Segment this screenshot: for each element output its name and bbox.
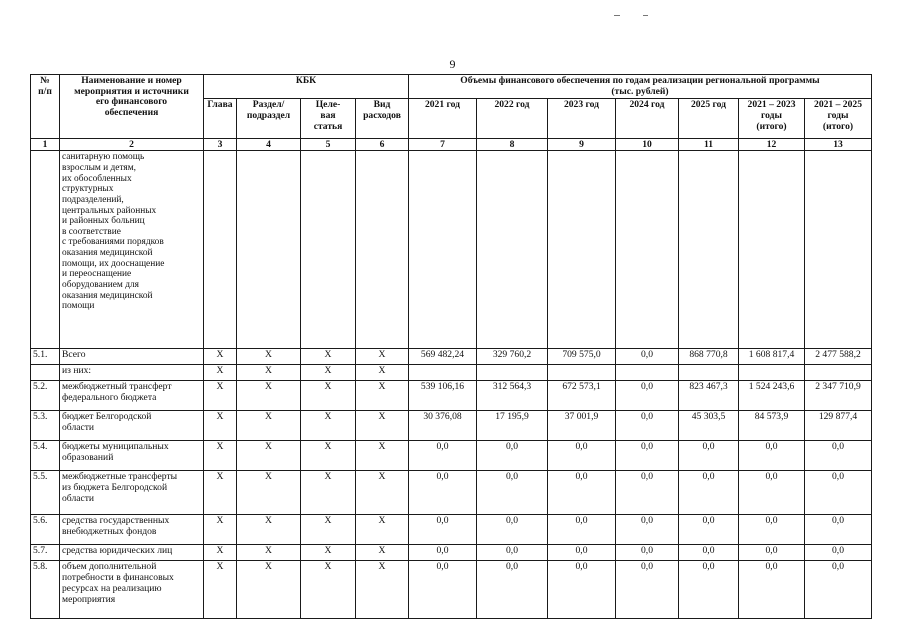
header-year-col: 2021 год	[409, 99, 477, 139]
column-number-row	[31, 139, 872, 151]
kbk-cell: Х	[237, 381, 301, 411]
value-cell: 329 760,2	[477, 349, 548, 365]
value-cell	[548, 365, 616, 381]
header-name: Наименование и номер мероприятия и источники его финансового обеспечения	[60, 75, 204, 139]
row-label: Всего	[60, 349, 204, 365]
table-cell	[805, 151, 872, 349]
scan-speck	[614, 15, 620, 16]
value-cell: 0,0	[548, 441, 616, 471]
column-number: 13	[805, 139, 872, 151]
row-number: 5.5.	[31, 471, 60, 515]
kbk-cell: Х	[356, 365, 409, 381]
row-label: из них:	[60, 365, 204, 381]
value-cell: 0,0	[409, 561, 477, 619]
row-label: средства государственных внебюджетных фондов	[60, 515, 204, 545]
row-number	[31, 365, 60, 381]
value-cell	[739, 365, 805, 381]
value-cell: 0,0	[616, 545, 679, 561]
scan-speck	[643, 15, 648, 16]
table-cell	[409, 151, 477, 349]
header-row	[31, 75, 872, 99]
value-cell: 0,0	[477, 441, 548, 471]
row-label: средства юридических лиц	[60, 545, 204, 561]
row-number: 5.2.	[31, 381, 60, 411]
column-number: 2	[60, 139, 204, 151]
table-row	[31, 545, 872, 561]
value-cell: 709 575,0	[548, 349, 616, 365]
value-cell: 0,0	[805, 561, 872, 619]
column-number: 4	[237, 139, 301, 151]
table-cell	[204, 151, 237, 349]
table-row	[31, 471, 872, 515]
value-cell: 0,0	[739, 561, 805, 619]
kbk-cell: Х	[204, 515, 237, 545]
column-number: 5	[301, 139, 356, 151]
kbk-cell: Х	[237, 471, 301, 515]
value-cell: 0,0	[805, 515, 872, 545]
kbk-cell: Х	[204, 561, 237, 619]
column-number: 8	[477, 139, 548, 151]
table-row	[31, 411, 872, 441]
table-cell	[548, 151, 616, 349]
header-kbk-col: Вид расходов	[356, 99, 409, 139]
column-number: 1	[31, 139, 60, 151]
value-cell: 0,0	[679, 561, 739, 619]
table-cell	[616, 151, 679, 349]
value-cell: 0,0	[409, 515, 477, 545]
value-cell: 539 106,16	[409, 381, 477, 411]
value-cell: 0,0	[477, 545, 548, 561]
value-cell	[679, 365, 739, 381]
value-cell: 0,0	[548, 515, 616, 545]
table-row	[31, 349, 872, 365]
row-number: 5.4.	[31, 441, 60, 471]
table-cell	[477, 151, 548, 349]
value-cell	[409, 365, 477, 381]
kbk-cell: Х	[356, 471, 409, 515]
header-volume: Объемы финансового обеспечения по годам реализации региональной программы (тыс. рублей)	[409, 75, 872, 99]
kbk-cell: Х	[237, 561, 301, 619]
value-cell: 0,0	[739, 471, 805, 515]
header-num: № п/п	[31, 75, 60, 139]
value-cell: 0,0	[739, 545, 805, 561]
table-row	[31, 365, 872, 381]
kbk-cell: Х	[237, 545, 301, 561]
header-kbk-col: Раздел/ подраздел	[237, 99, 301, 139]
kbk-cell: Х	[301, 441, 356, 471]
kbk-cell: Х	[301, 381, 356, 411]
kbk-cell: Х	[204, 381, 237, 411]
kbk-cell: Х	[356, 441, 409, 471]
value-cell: 45 303,5	[679, 411, 739, 441]
row-label: бюджет Белгородской области	[60, 411, 204, 441]
row-number: 5.3.	[31, 411, 60, 441]
value-cell: 0,0	[548, 471, 616, 515]
table-row	[31, 515, 872, 545]
table-row	[31, 561, 872, 619]
table-cell	[356, 151, 409, 349]
kbk-cell: Х	[356, 545, 409, 561]
value-cell	[477, 365, 548, 381]
row-label: межбюджетный трансферт федерального бюджета	[60, 381, 204, 411]
column-number: 6	[356, 139, 409, 151]
table-row	[31, 441, 872, 471]
value-cell: 569 482,24	[409, 349, 477, 365]
row-label: бюджеты муниципальных образований	[60, 441, 204, 471]
kbk-cell: Х	[356, 411, 409, 441]
value-cell: 17 195,9	[477, 411, 548, 441]
kbk-cell: Х	[356, 515, 409, 545]
value-cell: 84 573,9	[739, 411, 805, 441]
value-cell: 0,0	[409, 441, 477, 471]
kbk-cell: Х	[356, 561, 409, 619]
value-cell: 0,0	[616, 471, 679, 515]
kbk-cell: Х	[204, 365, 237, 381]
kbk-cell: Х	[204, 545, 237, 561]
header-kbk-col: Целе- вая статья	[301, 99, 356, 139]
value-cell: 0,0	[548, 545, 616, 561]
value-cell: 1 524 243,6	[739, 381, 805, 411]
kbk-cell: Х	[237, 411, 301, 441]
value-cell: 0,0	[679, 471, 739, 515]
value-cell: 0,0	[805, 545, 872, 561]
header-kbk: КБК	[204, 75, 409, 99]
column-number: 12	[739, 139, 805, 151]
continuation-text: санитарную помощь взрослым и детям, их обособленных структурных подразделений, центральных районных и районных больниц в соответствие с требованиями порядков оказания медицинской помощи, их дооснащение и переоснащение оборудованием для оказания медицинской помощи	[60, 151, 204, 349]
kbk-cell: Х	[301, 365, 356, 381]
header-year-col: 2023 год	[548, 99, 616, 139]
financing-table	[30, 74, 872, 619]
value-cell: 37 001,9	[548, 411, 616, 441]
value-cell: 672 573,1	[548, 381, 616, 411]
value-cell: 0,0	[739, 515, 805, 545]
value-cell: 868 770,8	[679, 349, 739, 365]
table-cell	[31, 151, 60, 349]
value-cell: 0,0	[805, 471, 872, 515]
kbk-cell: Х	[204, 349, 237, 365]
header-year-col: 2024 год	[616, 99, 679, 139]
value-cell: 0,0	[409, 471, 477, 515]
row-number: 5.6.	[31, 515, 60, 545]
value-cell: 0,0	[679, 441, 739, 471]
row-number: 5.7.	[31, 545, 60, 561]
value-cell: 129 877,4	[805, 411, 872, 441]
value-cell: 0,0	[616, 349, 679, 365]
table-cell	[679, 151, 739, 349]
table-cell	[739, 151, 805, 349]
value-cell: 823 467,3	[679, 381, 739, 411]
kbk-cell: Х	[356, 381, 409, 411]
value-cell: 0,0	[477, 515, 548, 545]
value-cell: 30 376,08	[409, 411, 477, 441]
header-year-col: 2021 – 2025 годы (итого)	[805, 99, 872, 139]
continuation-row	[31, 151, 872, 349]
value-cell: 0,0	[616, 411, 679, 441]
column-number: 11	[679, 139, 739, 151]
kbk-cell: Х	[204, 471, 237, 515]
value-cell: 312 564,3	[477, 381, 548, 411]
table-row	[31, 381, 872, 411]
kbk-cell: Х	[237, 515, 301, 545]
header-year-col: 2025 год	[679, 99, 739, 139]
kbk-cell: Х	[301, 411, 356, 441]
value-cell: 0,0	[616, 441, 679, 471]
row-number: 5.8.	[31, 561, 60, 619]
kbk-cell: Х	[301, 515, 356, 545]
header-year-col: 2022 год	[477, 99, 548, 139]
value-cell: 0,0	[477, 561, 548, 619]
column-number: 3	[204, 139, 237, 151]
column-number: 7	[409, 139, 477, 151]
value-cell: 0,0	[805, 441, 872, 471]
value-cell	[616, 365, 679, 381]
column-number: 10	[616, 139, 679, 151]
kbk-cell: Х	[237, 365, 301, 381]
value-cell: 2 477 588,2	[805, 349, 872, 365]
row-number: 5.1.	[31, 349, 60, 365]
kbk-cell: Х	[301, 561, 356, 619]
kbk-cell: Х	[237, 349, 301, 365]
table-cell	[237, 151, 301, 349]
kbk-cell: Х	[301, 349, 356, 365]
kbk-cell: Х	[204, 411, 237, 441]
value-cell: 0,0	[739, 441, 805, 471]
kbk-cell: Х	[356, 349, 409, 365]
value-cell: 0,0	[548, 561, 616, 619]
kbk-cell: Х	[204, 441, 237, 471]
kbk-cell: Х	[301, 471, 356, 515]
row-label: объем дополнительной потребности в финансовых ресурсах на реализацию мероприятия	[60, 561, 204, 619]
kbk-cell: Х	[301, 545, 356, 561]
value-cell: 0,0	[477, 471, 548, 515]
value-cell: 1 608 817,4	[739, 349, 805, 365]
value-cell: 0,0	[616, 515, 679, 545]
value-cell: 0,0	[616, 381, 679, 411]
kbk-cell: Х	[237, 441, 301, 471]
value-cell: 0,0	[409, 545, 477, 561]
value-cell: 0,0	[679, 515, 739, 545]
value-cell: 0,0	[679, 545, 739, 561]
table-cell	[301, 151, 356, 349]
value-cell: 0,0	[616, 561, 679, 619]
header-kbk-col: Глава	[204, 99, 237, 139]
page-number: 9	[449, 57, 456, 71]
value-cell	[805, 365, 872, 381]
row-label: межбюджетные трансферты из бюджета Белгородской области	[60, 471, 204, 515]
header-year-col: 2021 – 2023 годы (итого)	[739, 99, 805, 139]
column-number: 9	[548, 139, 616, 151]
value-cell: 2 347 710,9	[805, 381, 872, 411]
